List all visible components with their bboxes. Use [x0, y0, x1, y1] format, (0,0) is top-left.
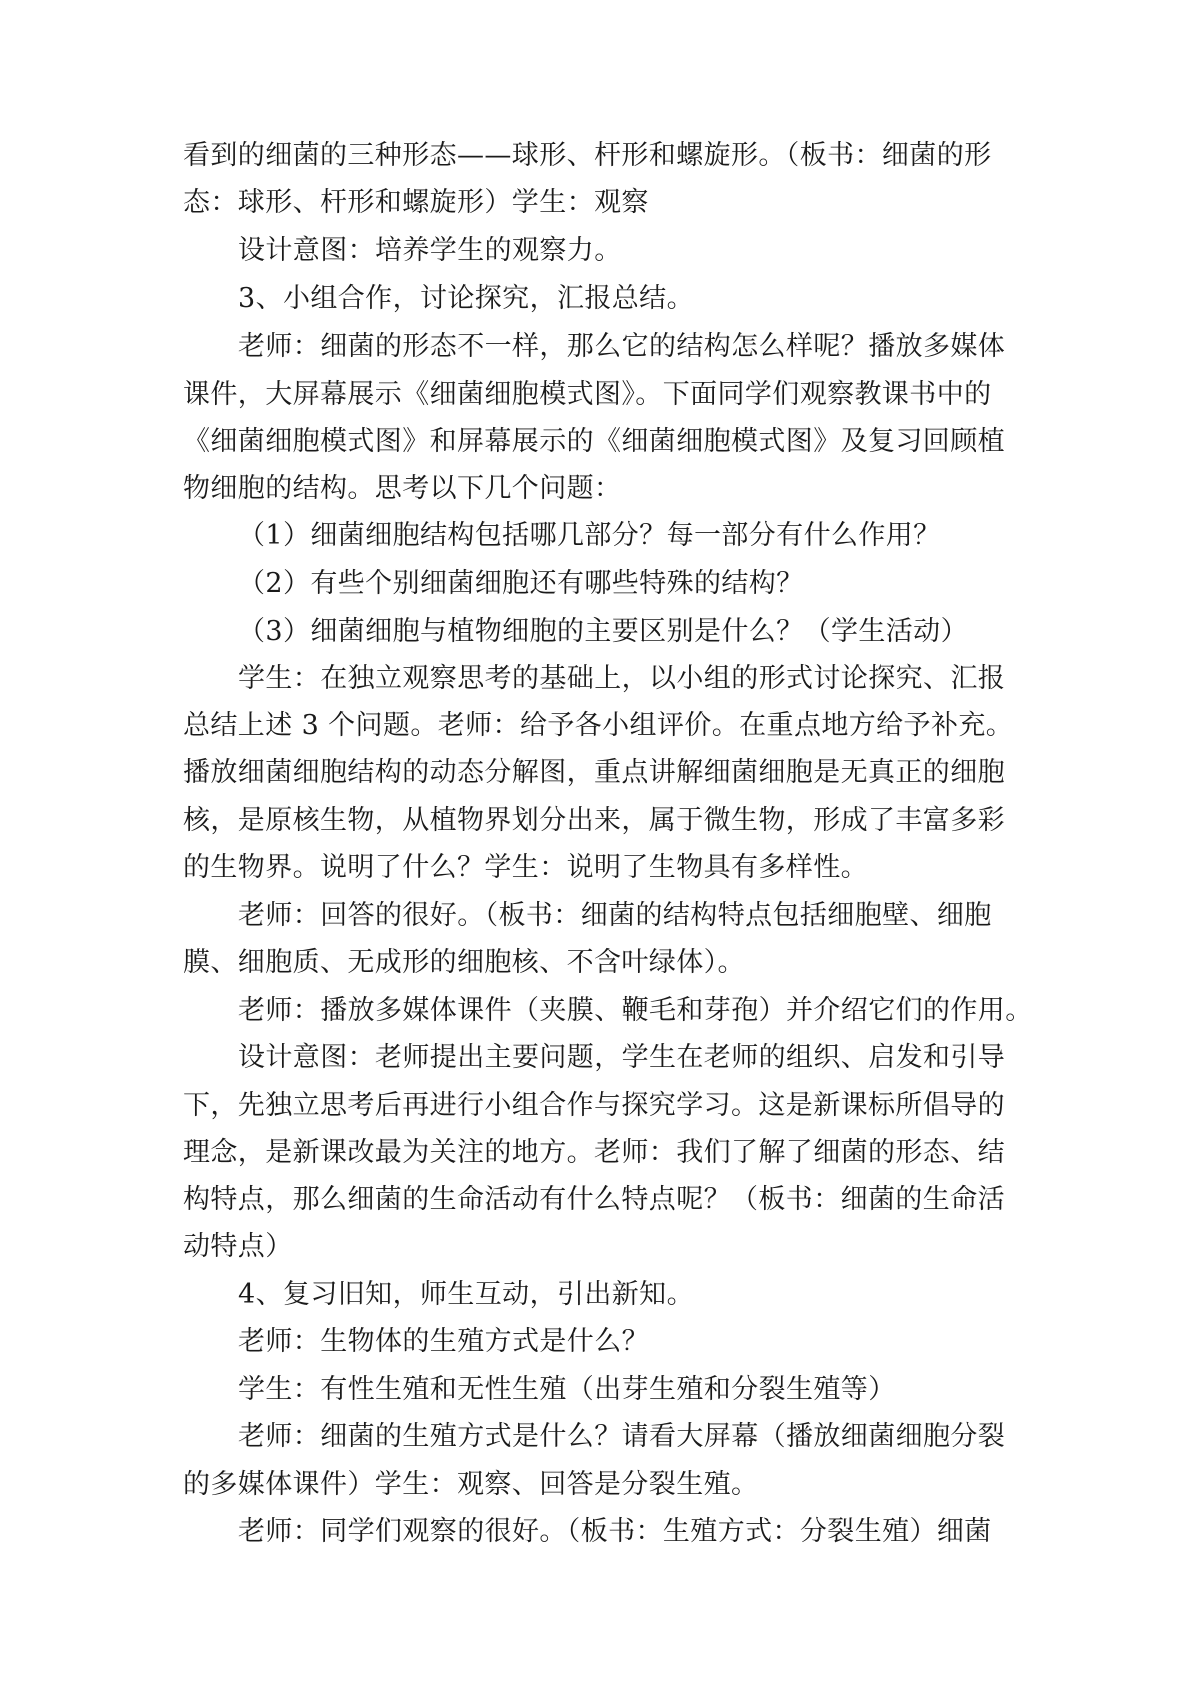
- text-line: 4、复习旧知，师生互动，引出新知。: [238, 1279, 694, 1310]
- text-line: 设计意图：培养学生的观察力。: [238, 235, 622, 266]
- text-line: 学生：在独立观察思考的基础上，以小组的形式讨论探究、汇报: [238, 663, 1006, 694]
- text-line: （3）细菌细胞与植物细胞的主要区别是什么？（学生活动）: [238, 616, 968, 647]
- text-line: 膜、细胞质、无成形的细胞核、不含叶绿体）。: [183, 947, 745, 978]
- text-line: （2）有些个别细菌细胞还有哪些特殊的结构？: [238, 568, 804, 599]
- text-line: 3、小组合作，讨论探究，汇报总结。: [238, 283, 694, 314]
- text-line: 看到的细菌的三种形态——球形、杆形和螺旋形。（板书：细菌的形: [183, 140, 992, 171]
- text-line: 的生物界。说明了什么？学生：说明了生物具有多样性。: [183, 852, 868, 883]
- text-line: 老师：生物体的生殖方式是什么？: [238, 1326, 649, 1357]
- text-line: 《细菌细胞模式图》和屏幕展示的《细菌细胞模式图》及复习回顾植: [183, 426, 1005, 457]
- text-line: 播放细菌细胞结构的动态分解图，重点讲解细菌细胞是无真正的细胞: [183, 757, 1005, 788]
- text-line: （1）细菌细胞结构包括哪几部分？每一部分有什么作用？: [238, 520, 941, 551]
- text-line: 动特点）: [183, 1231, 293, 1262]
- text-line: 理念，是新课改最为关注的地方。老师：我们了解了细菌的形态、结: [183, 1137, 1005, 1168]
- text-line: 下，先独立思考后再进行小组合作与探究学习。这是新课标所倡导的: [183, 1090, 1005, 1121]
- text-line: 老师：细菌的形态不一样，那么它的结构怎么样呢？播放多媒体: [238, 331, 1006, 362]
- text-line: 老师：播放多媒体课件（夹膜、鞭毛和芽孢）并介绍它们的作用。: [238, 995, 1033, 1026]
- text-line: 构特点，那么细菌的生命活动有什么特点呢？（板书：细菌的生命活: [183, 1184, 1005, 1215]
- text-line: 核，是原核生物，从植物界划分出来，属于微生物，形成了丰富多彩: [183, 805, 1005, 836]
- text-line: 老师：回答的很好。（板书：细菌的结构特点包括细胞壁、细胞: [238, 900, 992, 931]
- text-line: 总结上述 3 个问题。老师：给予各小组评价。在重点地方给予补充。: [183, 710, 1014, 741]
- text-line: 老师：同学们观察的很好。（板书：生殖方式：分裂生殖）细菌: [238, 1516, 992, 1547]
- text-line: 物细胞的结构。思考以下几个问题：: [183, 473, 622, 504]
- text-line: 设计意图：老师提出主要问题，学生在老师的组织、启发和引导: [238, 1042, 1006, 1073]
- text-line: 态：球形、杆形和螺旋形）学生：观察: [183, 187, 649, 218]
- text-line: 课件，大屏幕展示《细菌细胞模式图》。下面同学们观察教课书中的: [183, 379, 992, 410]
- text-line: 老师：细菌的生殖方式是什么？请看大屏幕（播放细菌细胞分裂: [238, 1421, 1006, 1452]
- text-line: 学生：有性生殖和无性生殖（出芽生殖和分裂生殖等）: [238, 1374, 896, 1405]
- text-line: 的多媒体课件）学生：观察、回答是分裂生殖。: [183, 1469, 759, 1500]
